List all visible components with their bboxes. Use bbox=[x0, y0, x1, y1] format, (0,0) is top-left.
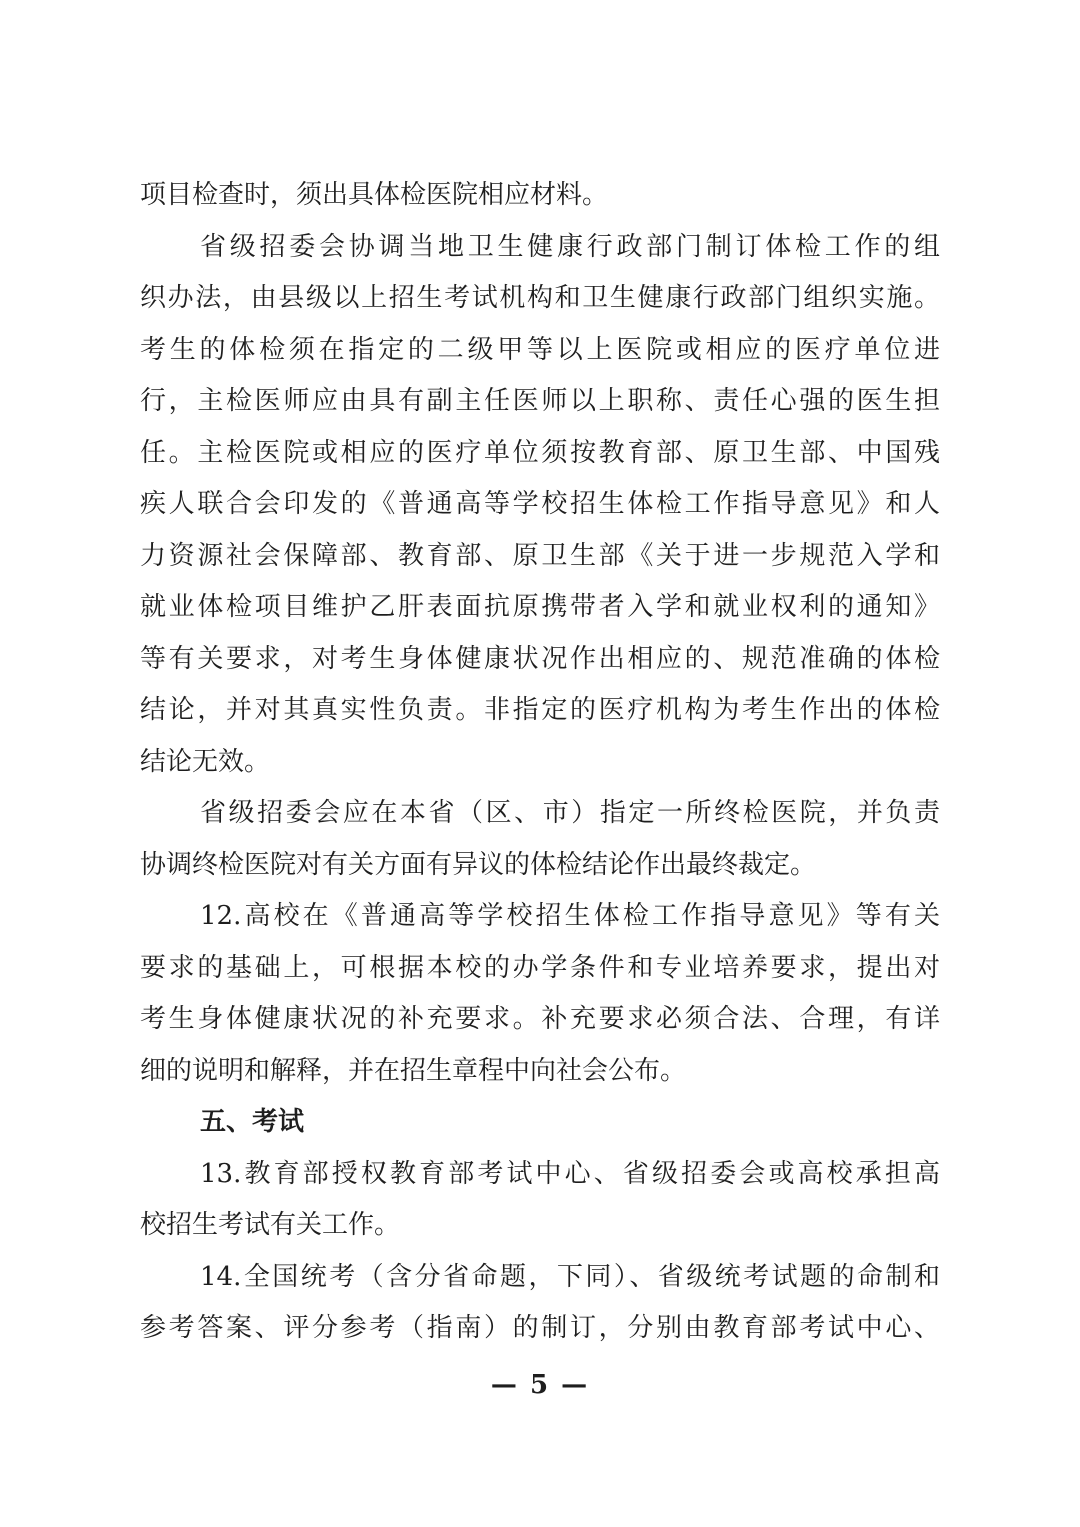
text-line: 力资源社会保障部、教育部、原卫生部《关于进一步规范入学和 bbox=[140, 540, 940, 571]
text-line: 就业体检项目维护乙肝表面抗原携带者入学和就业权利的通知》 bbox=[140, 592, 940, 622]
text-line: 结论，并对其真实性负责。非指定的医疗机构为考生作出的体检 bbox=[140, 695, 940, 725]
text-line: 织办法，由县级以上招生考试机构和卫生健康行政部门组织实施。 bbox=[140, 283, 940, 313]
text-line: 校招生考试有关工作。 bbox=[140, 1210, 401, 1240]
text-line: 12.高校在《普通高等学校招生体检工作指导意见》等有关 bbox=[200, 901, 940, 931]
text-line: 参考答案、评分参考（指南）的制订，分别由教育部考试中心、 bbox=[140, 1313, 940, 1343]
text-line: 省级招委会应在本省（区、市）指定一所终检医院，并负责 bbox=[200, 798, 940, 828]
text-line: 13.教育部授权教育部考试中心、省级招委会或高校承担高 bbox=[200, 1158, 940, 1189]
text-line: 考生的体检须在指定的二级甲等以上医院或相应的医疗单位进 bbox=[140, 334, 940, 365]
text-line: 结论无效。 bbox=[140, 746, 271, 777]
text-line: 要求的基础上，可根据本校的办学条件和专业培养要求，提出对 bbox=[140, 952, 940, 983]
section-heading: 五、考试 bbox=[200, 1107, 305, 1137]
text-line: 考生身体健康状况的补充要求。补充要求必须合法、合理，有详 bbox=[140, 1004, 940, 1034]
text-line: 协调终检医院对有关方面有异议的体检结论作出最终裁定。 bbox=[140, 849, 817, 880]
text-line: 任。主检医院或相应的医疗单位须按教育部、原卫生部、中国残 bbox=[140, 437, 940, 468]
page-number: — 5 — bbox=[490, 1370, 590, 1400]
text-line: 细的说明和解释，并在招生章程中向社会公布。 bbox=[140, 1055, 687, 1086]
text-line: 14.全国统考（含分省命题，下同）、省级统考试题的命制和 bbox=[200, 1261, 940, 1292]
text-line: 等有关要求，对考生身体健康状况作出相应的、规范准确的体检 bbox=[140, 643, 940, 674]
text-line: 疾人联合会印发的《普通高等学校招生体检工作指导意见》和人 bbox=[140, 489, 940, 519]
text-line: 项目检查时，须出具体检医院相应材料。 bbox=[140, 180, 609, 210]
text-line: 行，主检医师应由具有副主任医师以上职称、责任心强的医生担 bbox=[140, 386, 940, 416]
text-line: 省级招委会协调当地卫生健康行政部门制订体检工作的组 bbox=[200, 231, 940, 262]
body-text bbox=[140, 170, 940, 1355]
